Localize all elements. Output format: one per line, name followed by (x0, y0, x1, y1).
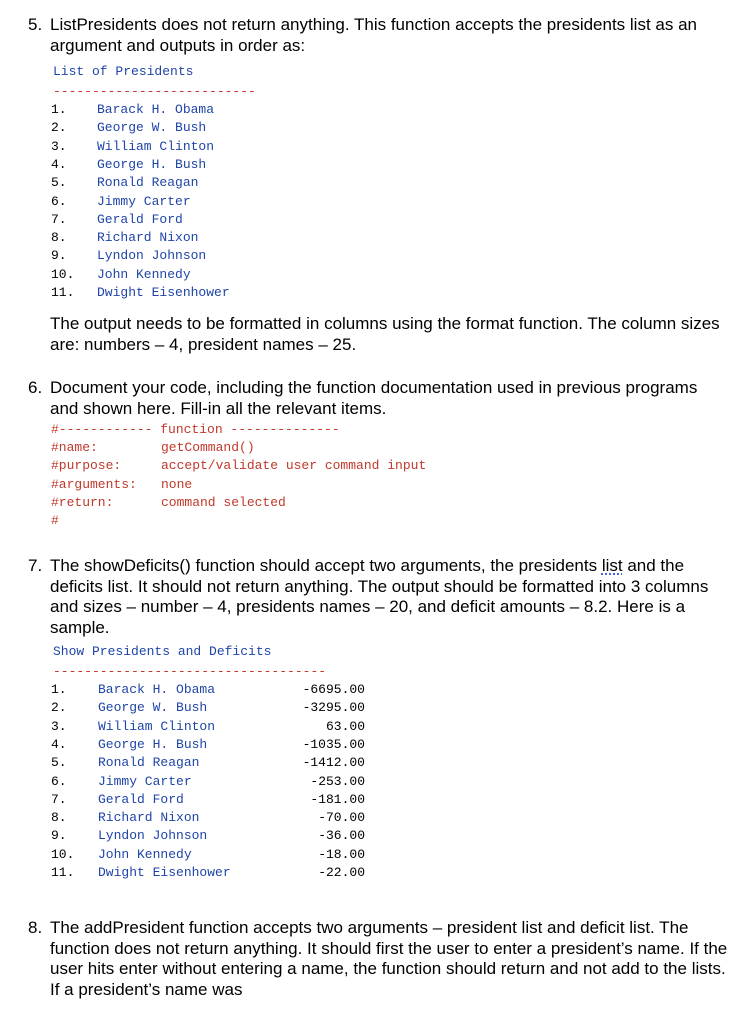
row-number: 6. (51, 193, 67, 209)
row-number: 5. (51, 755, 67, 771)
president-name: Richard Nixon (98, 810, 200, 826)
deficit-row (51, 773, 371, 791)
deficits-separator: ----------------------------------- (53, 664, 327, 679)
president-name: Dwight Eisenhower (98, 865, 231, 880)
item-5 (28, 15, 728, 56)
doc-line (51, 494, 286, 512)
president-row (51, 284, 311, 302)
row-number: 10. (51, 266, 75, 282)
president-row (51, 174, 311, 192)
row-number: 2. (51, 700, 67, 716)
item-5-note-text: The output needs to be formatted in columns using the format function. The column sizes are: numbers – 4, president names – 25. (50, 314, 720, 354)
deficit-row (51, 736, 371, 754)
president-name: Gerald Ford (98, 791, 184, 807)
deficit-row (51, 846, 371, 864)
president-name: Jimmy Carter (98, 773, 192, 789)
deficit-row (51, 699, 371, 717)
doc-key: #name: (51, 440, 98, 456)
president-row (51, 266, 311, 284)
item-5-note (28, 314, 728, 355)
president-list-separator: -------------------------- (53, 84, 256, 99)
doc-value: getCommand() (161, 440, 255, 456)
item-7-number: 7. (28, 556, 43, 575)
doc-key: #arguments: (51, 476, 137, 492)
item-8 (28, 918, 728, 1000)
row-number: 10. (51, 846, 75, 862)
deficit-row (51, 827, 371, 845)
president-name: William Clinton (98, 718, 216, 734)
item-7-text (50, 556, 728, 638)
row-number: 1. (51, 682, 67, 697)
item-8-text: The addPresident function accepts two arguments – president list and deficit list. The function does not return anything. It should first the user to enter a president’s name. If the user hits enter without entering a name, the function should return and not add to the lists. If a president’s name was (50, 918, 728, 999)
deficit-amount: -6695.00 (302, 682, 365, 697)
row-number: 4. (51, 736, 67, 752)
doc-value: accept/validate user command input (161, 458, 427, 474)
doc-line (51, 512, 161, 530)
doc-value: none (161, 476, 193, 492)
president-name: Ronald Reagan (97, 175, 199, 191)
deficit-amount: -3295.00 (302, 700, 365, 716)
president-name: John Kennedy (97, 266, 191, 282)
row-number: 9. (51, 828, 67, 844)
president-name: William Clinton (97, 138, 215, 154)
president-name: Jimmy Carter (97, 193, 191, 209)
row-number: 11. (51, 865, 75, 880)
deficit-row (51, 718, 371, 736)
row-number: 6. (51, 773, 67, 789)
president-row (51, 101, 311, 119)
president-name: Barack H. Obama (98, 682, 216, 697)
item-5-number: 5. (28, 15, 43, 34)
row-number: 7. (51, 791, 67, 807)
president-list-title: List of Presidents (53, 64, 194, 79)
row-number: 11. (51, 285, 75, 300)
doc-value: function -------------- (152, 422, 340, 437)
row-number: 8. (51, 810, 67, 826)
deficit-amount: -22.00 (318, 865, 365, 880)
president-row (51, 138, 311, 156)
president-name: Richard Nixon (97, 230, 199, 246)
doc-line (51, 439, 255, 457)
president-name: Barack H. Obama (97, 102, 215, 117)
president-row (51, 247, 311, 265)
president-name: Dwight Eisenhower (97, 285, 230, 300)
president-row (51, 119, 311, 137)
president-row (51, 156, 311, 174)
item-7-text-before: The showDeficits() function should accept two arguments, the presidents (50, 556, 602, 575)
row-number: 9. (51, 248, 67, 264)
deficit-amount: -181.00 (310, 791, 365, 807)
item-5-text: ListPresidents does not return anything. This function accepts the presidents list as an argument and outputs in order as: (50, 15, 697, 55)
doc-key: #purpose: (51, 458, 122, 474)
deficit-amount: -1035.00 (302, 736, 365, 752)
deficit-amount: -18.00 (318, 846, 365, 862)
doc-key: #------------ (51, 422, 153, 437)
president-row (51, 211, 311, 229)
deficit-amount: -253.00 (310, 773, 365, 789)
president-name: Lyndon Johnson (97, 248, 207, 264)
president-row (51, 229, 311, 247)
row-number: 3. (51, 138, 67, 154)
item-6-number: 6. (28, 378, 43, 397)
president-name: Gerald Ford (97, 211, 183, 227)
row-number: 7. (51, 211, 67, 227)
president-name: John Kennedy (98, 846, 192, 862)
deficit-amount: 63.00 (325, 718, 365, 734)
item-6 (28, 378, 728, 419)
doc-line (51, 457, 426, 475)
president-name: George W. Bush (98, 700, 208, 716)
deficit-row (51, 809, 371, 827)
president-name: George H. Bush (98, 736, 208, 752)
doc-line (51, 421, 340, 439)
row-number: 8. (51, 230, 67, 246)
president-name: Ronald Reagan (98, 755, 200, 771)
row-number: 4. (51, 156, 67, 172)
doc-key: #return: (51, 494, 114, 510)
deficit-row (51, 864, 371, 882)
president-row (51, 193, 311, 211)
deficit-row (51, 754, 371, 772)
row-number: 3. (51, 718, 67, 734)
deficit-row (51, 791, 371, 809)
row-number: 1. (51, 102, 67, 117)
doc-key: # (51, 513, 59, 528)
deficit-row (51, 681, 371, 699)
deficit-amount: -70.00 (318, 810, 365, 826)
deficits-title: Show Presidents and Deficits (53, 644, 272, 659)
item-7-text-after: and the deficits list. It should not return anything. The output should be formatted into 3 columns and sizes – number – 4, presidents names – 20, and deficit amounts – 8.2. Here is a sample. (50, 556, 709, 637)
president-name: George H. Bush (97, 156, 207, 172)
item-6-text: Document your code, including the function documentation used in previous programs and shown here. Fill-in all the relevant items. (50, 378, 698, 418)
doc-value: command selected (161, 494, 286, 510)
item-8-number: 8. (28, 918, 43, 937)
doc-line (51, 476, 192, 494)
row-number: 5. (51, 175, 67, 191)
deficit-amount: -1412.00 (302, 755, 365, 771)
item-7-text-underlined: list (601, 556, 623, 575)
item-7 (28, 556, 728, 638)
president-name: George W. Bush (97, 120, 207, 136)
row-number: 2. (51, 120, 67, 136)
president-name: Lyndon Johnson (98, 828, 208, 844)
deficit-amount: -36.00 (318, 828, 365, 844)
